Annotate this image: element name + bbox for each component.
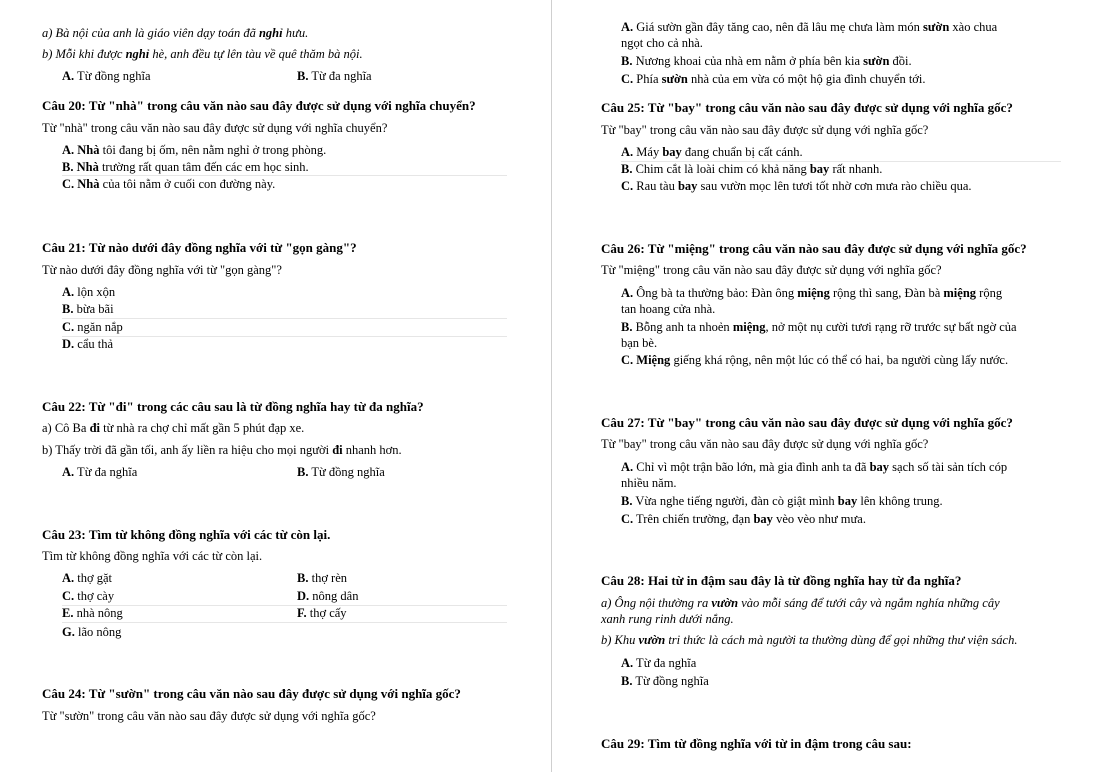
question-24-prompt: Từ "sườn" trong câu văn nào sau đây được sử dụng với nghĩa gốc?	[42, 709, 376, 723]
question-25-option-a: A. Máy bay đang chuẩn bị cất cánh.	[621, 145, 803, 159]
question-26-prompt: Từ "miệng" trong câu văn nào sau đây được sử dụng với nghĩa gốc?	[601, 263, 942, 277]
question-23-option-a: A. thợ gặt	[62, 571, 113, 585]
question-25-prompt: Từ "bay" trong câu văn nào sau đây được sử dụng với nghĩa gốc?	[601, 123, 929, 137]
question-28-sentence-a-cont: xanh rung rinh dưới nắng.	[601, 612, 734, 626]
question-22-option-b: B. Từ đồng nghĩa	[297, 465, 385, 479]
question-28-option-a: A. Từ đa nghĩa	[621, 656, 697, 670]
question-21-title: Câu 21: Từ nào dưới đây đồng nghĩa với từ "gọn gàng"?	[42, 240, 357, 255]
question-20-option-b: B. Nhà trường rất quan tâm đến các em học sinh.	[62, 160, 309, 174]
previous-option-b: B. Từ đa nghĩa	[297, 69, 372, 83]
previous-sentence-b: b) Mỗi khi được nghỉ hè, anh đều tự lên tàu về quê thăm bà nội.	[42, 47, 363, 61]
question-27-prompt: Từ "bay" trong câu văn nào sau đây được sử dụng với nghĩa gốc?	[601, 437, 929, 451]
question-28-sentence-a: a) Ông nội thường ra vườn vào mỗi sáng để tưới cây và ngắm nghía những cây	[601, 596, 1000, 610]
question-23-option-d: D. nông dân	[297, 589, 359, 603]
previous-sentence-a: a) Bà nội của anh là giáo viên dạy toán đã nghỉ hưu.	[42, 26, 309, 40]
question-26-title: Câu 26: Từ "miệng" trong câu văn nào sau đây được sử dụng với nghĩa gốc?	[601, 241, 1027, 256]
question-27-option-b: B. Vừa nghe tiếng người, đàn cò giật mình bay lên không trung.	[621, 494, 943, 508]
question-28-sentence-b: b) Khu vườn tri thức là cách mà người ta thường dùng để gọi những thư viện sách.	[601, 633, 1018, 647]
column-divider	[551, 0, 552, 772]
previous-option-a: A. Từ đồng nghĩa	[62, 69, 151, 83]
question-20-title: Câu 20: Từ "nhà" trong câu văn nào sau đây được sử dụng với nghĩa chuyển?	[42, 98, 476, 113]
question-24-title: Câu 24: Từ "sườn" trong câu văn nào sau đây được sử dụng với nghĩa gốc?	[42, 686, 461, 701]
question-23-option-c: C. thợ cày	[62, 589, 115, 603]
question-22-option-a: A. Từ đa nghĩa	[62, 465, 138, 479]
question-20-option-a: A. Nhà tôi đang bị ốm, nên nằm nghỉ ở trong phòng.	[62, 143, 327, 157]
question-25-option-b: B. Chim cắt là loài chim có khả năng bay rất nhanh.	[621, 162, 883, 176]
question-22-sentence-a: a) Cô Ba đi từ nhà ra chợ chỉ mất gần 5 phút đạp xe.	[42, 421, 305, 435]
question-26-option-c: C. Miệng giếng khá rộng, nên một lúc có thể có hai, ba người cùng lấy nước.	[621, 353, 1009, 367]
question-22-title: Câu 22: Từ "đi" trong các câu sau là từ đồng nghĩa hay từ đa nghĩa?	[42, 399, 424, 414]
question-20-option-c: C. Nhà của tôi nằm ở cuối con đường này.	[62, 177, 276, 191]
question-21-option-b: B. bừa bãi	[62, 302, 114, 316]
question-28-title: Câu 28: Hai từ in đậm sau đây là từ đồng nghĩa hay từ đa nghĩa?	[601, 573, 962, 588]
question-21-prompt: Từ nào dưới đây đồng nghĩa với từ "gọn gàng"?	[42, 263, 282, 277]
question-27-title: Câu 27: Từ "bay" trong câu văn nào sau đây được sử dụng với nghĩa gốc?	[601, 415, 1013, 430]
question-27-option-c: C. Trên chiến trường, đạn bay vèo vèo như mưa.	[621, 512, 866, 526]
question-25-option-c: C. Rau tàu bay sau vườn mọc lên tươi tốt nhờ cơn mưa rào chiều qua.	[621, 179, 972, 193]
question-21-option-d: D. cẩu thả	[62, 337, 114, 351]
question-26-option-a: A. Ông bà ta thường bảo: Đàn ông miệng rộng thì sang, Đàn bà miệng rộng	[621, 286, 1003, 300]
question-21-option-c: C. ngăn nắp	[62, 320, 123, 334]
question-25-title: Câu 25: Từ "bay" trong câu văn nào sau đây được sử dụng với nghĩa gốc?	[601, 100, 1013, 115]
question-23-option-f: F. thợ cấy	[297, 606, 347, 620]
question-23-option-e: E. nhà nông	[62, 606, 123, 620]
question-24-option-c: C. Phía sườn nhà của em vừa có một hộ gia đình chuyển tới.	[621, 72, 926, 86]
question-24-option-a: A. Giá sườn gần đây tăng cao, nên đã lâu mẹ chưa làm món sườn xào chua	[621, 20, 998, 34]
question-28-option-b: B. Từ đồng nghĩa	[621, 674, 709, 688]
question-23-title: Câu 23: Tìm từ không đồng nghĩa với các từ còn lại.	[42, 527, 331, 542]
question-26-option-a-cont: tan hoang cửa nhà.	[621, 302, 716, 316]
question-27-option-a: A. Chỉ vì một trận bão lớn, mà gia đình anh ta đã bay sạch số tài sản tích cóp	[621, 460, 1008, 474]
question-26-option-b-cont: bạn bè.	[621, 336, 658, 350]
question-23-option-g: G. lão nông	[62, 625, 122, 639]
question-23-prompt: Tìm từ không đồng nghĩa với các từ còn lại.	[42, 549, 263, 563]
question-21-option-a: A. lộn xộn	[62, 285, 116, 299]
question-23-option-b: B. thợ rèn	[297, 571, 348, 585]
question-29-title: Câu 29: Tìm từ đồng nghĩa với từ in đậm trong câu sau:	[601, 736, 912, 751]
question-20-prompt: Từ "nhà" trong câu văn nào sau đây được sử dụng với nghĩa chuyển?	[42, 121, 388, 135]
question-22-sentence-b: b) Thấy trời đã gần tối, anh ấy liền ra hiệu cho mọi người đi nhanh hơn.	[42, 443, 402, 457]
question-24-option-a-cont: ngọt cho cả nhà.	[621, 36, 703, 50]
question-27-option-a-cont: nhiều năm.	[621, 476, 677, 490]
question-24-option-b: B. Nương khoai của nhà em nằm ở phía bên kia sườn đồi.	[621, 54, 912, 68]
question-26-option-b: B. Bỗng anh ta nhoẻn miệng, nở một nụ cười tươi rạng rỡ trước sự bất ngờ của	[621, 320, 1017, 334]
